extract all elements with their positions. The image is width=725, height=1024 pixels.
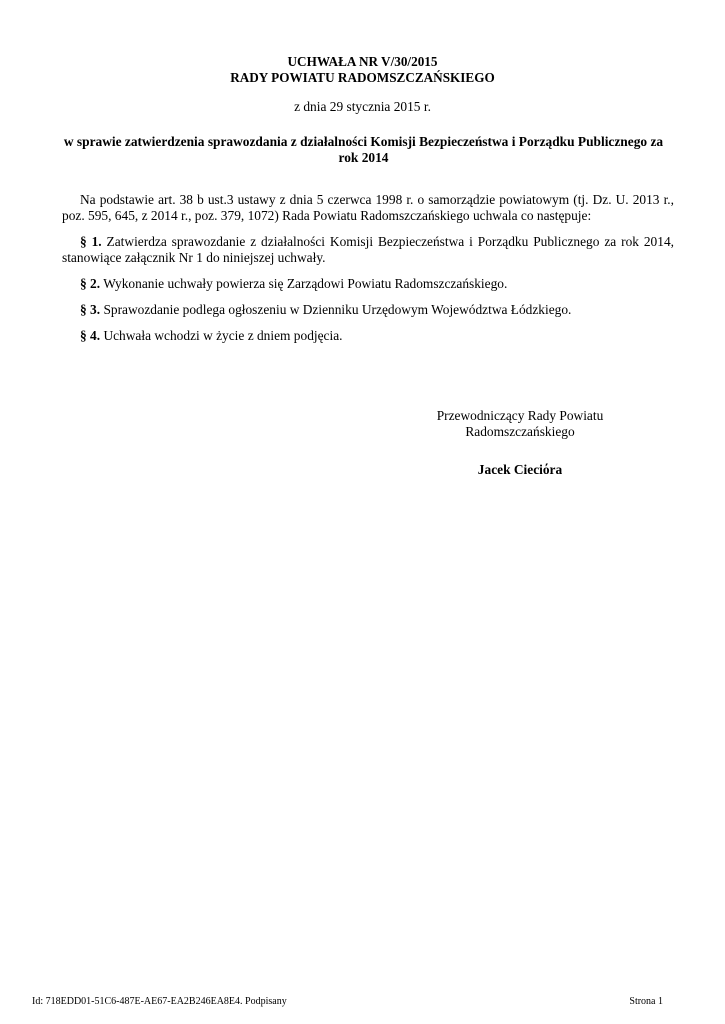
signatory-name: Jacek Cieciόra xyxy=(477,462,563,477)
document-id: Id: 718EDD01-51C6-487E-AE67-EA2B246EA8E4. Podpisany xyxy=(32,996,287,1007)
preamble: Na podstawie art. 38 b ust.3 ustawy z dnia 5 czerwca 1998 r. o samorządzie powiatowym (tj. Dz. U. 2013 r., poz. 595, 645, z 2014 r., poz. 379, 1072) Rada Powiatu Radomszczańskiego uchwala co następuje: xyxy=(62,192,674,223)
signatory-role-line1: Przewodniczący Rady Powiatu xyxy=(436,408,604,423)
paragraph-mark: § 1. xyxy=(80,234,102,249)
paragraph-4 xyxy=(62,328,674,344)
paragraph-text: Wykonanie uchwały powierza się Zarządowi Powiatu Radomszczańskiego. xyxy=(100,276,508,291)
council-name: RADY POWIATU RADOMSZCZAŃSKIEGO xyxy=(230,70,495,85)
resolution-subject: w sprawie zatwierdzenia sprawozdania z działalności Komisji Bezpieczeństwa i Porządku Publicznego za rok 2014 xyxy=(63,134,664,165)
paragraph-mark: § 4. xyxy=(80,328,101,343)
paragraph-2 xyxy=(62,276,674,292)
signatory-role-line2: Radomszczańskiego xyxy=(465,424,575,439)
page-number: Strona 1 xyxy=(629,996,663,1007)
paragraph-text: Uchwała wchodzi w życie z dniem podjęcia. xyxy=(100,328,343,343)
document-title xyxy=(0,54,725,86)
paragraph-mark: § 3. xyxy=(80,302,101,317)
resolution-number: UCHWAŁA NR V/30/2015 xyxy=(287,54,438,69)
paragraph-text: Zatwierdza sprawozdanie z działalności Komisji Bezpieczeństwa i Porządku Publicznego za rok 2014, stanowiące załącznik Nr 1 do niniejszej uchwały. xyxy=(62,234,674,265)
paragraph-text: Sprawozdanie podlega ogłoszeniu w Dzienniku Urzędowym Województwa Łódzkiego. xyxy=(100,302,572,317)
resolution-date: z dnia 29 stycznia 2015 r. xyxy=(294,99,431,114)
paragraph-mark: § 2. xyxy=(80,276,101,291)
signature-block xyxy=(400,408,640,478)
paragraph-3 xyxy=(62,302,674,318)
paragraph-1 xyxy=(62,234,674,266)
resolution-body xyxy=(62,192,674,354)
